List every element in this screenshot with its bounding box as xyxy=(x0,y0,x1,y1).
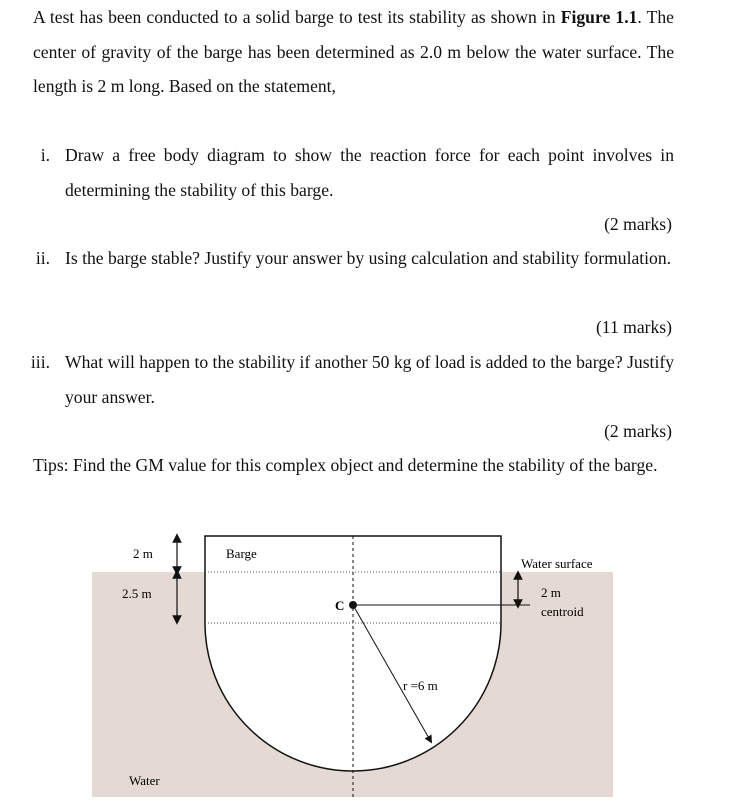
question-number: i. xyxy=(40,145,50,165)
c-label: C xyxy=(335,598,345,613)
question-text: What will happen to the stability if another 50 kg of load is added to the barge? Justify your answer. xyxy=(65,352,674,407)
question-text: Draw a free body diagram to show the reaction force for each point involves in determining the stability of this barge. xyxy=(65,145,674,200)
water-label: Water xyxy=(129,773,160,788)
tips-paragraph: Tips: Find the GM value for this complex object and determine the stability of the barge. xyxy=(33,455,658,475)
question-marks: (2 marks) xyxy=(604,421,672,441)
question-text: Is the barge stable? Justify your answer by using calculation and stability formulation. xyxy=(65,248,672,268)
centroid-dim-label: 2 m xyxy=(541,585,561,600)
barge-label: Barge xyxy=(226,546,257,561)
side-dim-label: 2.5 m xyxy=(122,586,152,601)
question-marks: (11 marks) xyxy=(595,317,672,337)
top-dim-label: 2 m xyxy=(133,546,153,561)
centroid-label: centroid xyxy=(541,604,584,619)
question-number: ii. xyxy=(35,248,50,268)
intro-text-a: A test has been conducted to a solid barge to test its stability as shown in xyxy=(33,7,561,27)
water-surface-label: Water surface xyxy=(521,556,593,571)
question-number: iii. xyxy=(30,352,50,372)
radius-label: r =6 m xyxy=(403,678,438,693)
figure-reference: Figure 1.1 xyxy=(560,7,638,27)
question-marks: (2 marks) xyxy=(604,214,672,234)
intro-text-b: . The center of gravity of the barge has been determined as 2.0 m below the water surface. The length is 2 m long. Based on the statement, xyxy=(33,7,674,96)
